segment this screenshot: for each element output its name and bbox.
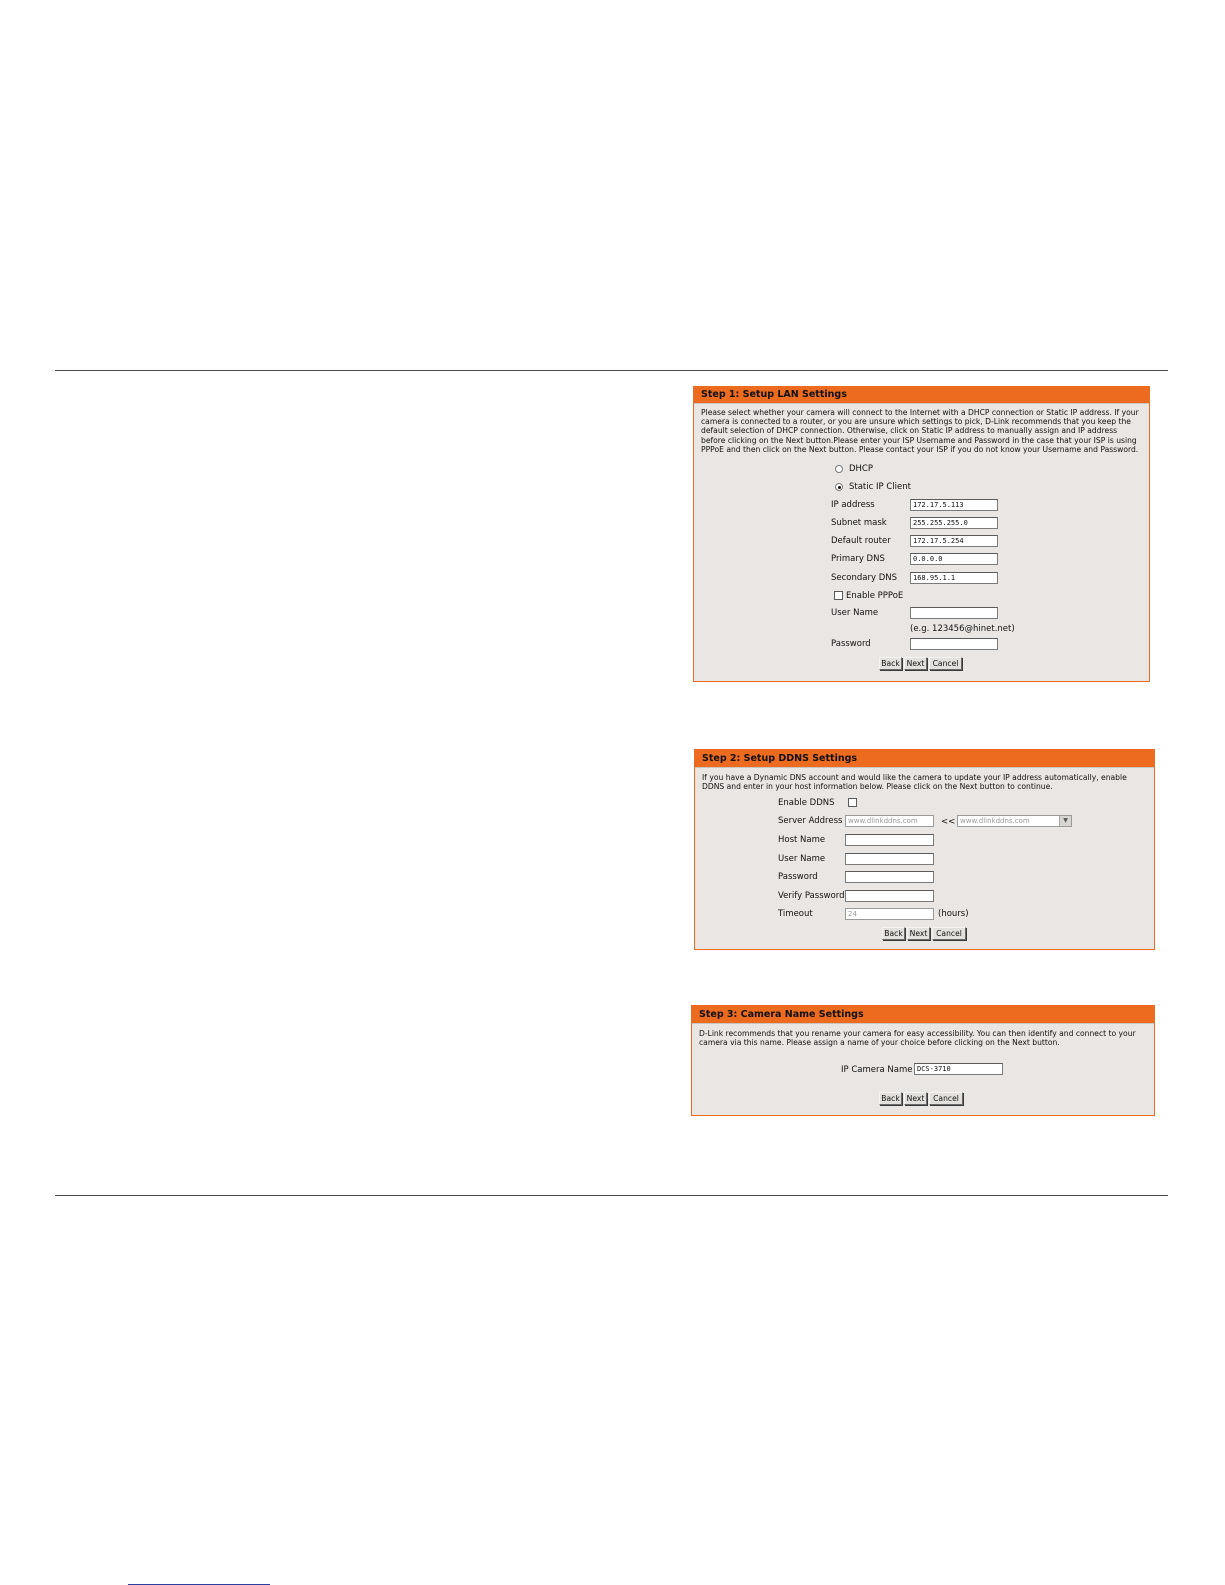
enable-ddns-label: Enable DDNS bbox=[778, 798, 835, 808]
pppoe-username-input[interactable] bbox=[910, 607, 998, 619]
verify-password-input[interactable] bbox=[845, 890, 934, 902]
dhcp-label: DHCP bbox=[849, 464, 873, 474]
ddns-password-label: Password bbox=[778, 872, 818, 882]
step2-back-button[interactable]: Back bbox=[882, 927, 905, 940]
ip-address-label: IP address bbox=[831, 500, 875, 510]
pppoe-username-hint: (e.g. 123456@hinet.net) bbox=[910, 624, 1015, 634]
step3-back-button[interactable]: Back bbox=[879, 1092, 902, 1105]
pppoe-password-input[interactable] bbox=[910, 638, 998, 650]
step2-title: Step 2: Setup DDNS Settings bbox=[695, 750, 1154, 768]
pppoe-password-label: Password bbox=[831, 639, 871, 649]
secondary-dns-label: Secondary DNS bbox=[831, 573, 898, 583]
timeout-input[interactable]: 24 bbox=[845, 908, 934, 920]
step1-back-button[interactable]: Back bbox=[879, 657, 902, 670]
ip-address-input[interactable]: 172.17.5.113 bbox=[910, 499, 998, 511]
pppoe-username-label: User Name bbox=[831, 608, 879, 618]
step1-panel bbox=[693, 386, 1150, 682]
primary-dns-label: Primary DNS bbox=[831, 554, 885, 564]
dropdown-arrow-icon: ▼ bbox=[1059, 816, 1071, 826]
secondary-dns-input[interactable]: 168.95.1.1 bbox=[910, 572, 998, 584]
dhcp-radio[interactable] bbox=[835, 465, 843, 473]
ddns-username-input[interactable] bbox=[845, 853, 934, 865]
static-ip-radio[interactable] bbox=[835, 483, 843, 491]
host-name-input[interactable] bbox=[845, 834, 934, 846]
default-router-label: Default router bbox=[831, 536, 891, 546]
ddns-password-input[interactable] bbox=[845, 871, 934, 883]
step3-cancel-button[interactable]: Cancel bbox=[929, 1092, 963, 1105]
step3-description: D-Link recommends that you rename your camera for easy accessibility. You can then identify and connect to your camera via this name. Please assign a name of your choice before clicking on the Next button. bbox=[699, 1029, 1136, 1048]
step3-next-button[interactable]: Next bbox=[904, 1092, 927, 1105]
step3-panel bbox=[691, 1005, 1155, 1116]
ip-camera-name-label: IP Camera Name bbox=[841, 1065, 913, 1075]
enable-pppoe-checkbox[interactable] bbox=[834, 591, 843, 600]
top-rule bbox=[55, 370, 1168, 371]
default-router-input[interactable]: 172.17.5.254 bbox=[910, 535, 998, 547]
ip-camera-name-input[interactable]: DCS-3710 bbox=[914, 1063, 1003, 1075]
verify-password-label: Verify Password bbox=[778, 891, 845, 901]
step3-title: Step 3: Camera Name Settings bbox=[692, 1006, 1154, 1024]
server-address-input[interactable]: www.dlinkddns.com bbox=[845, 815, 934, 827]
step2-next-button[interactable]: Next bbox=[907, 927, 930, 940]
primary-dns-input[interactable]: 0.0.0.0 bbox=[910, 553, 998, 565]
step1-description: Please select whether your camera will connect to the Internet with a DHCP connection or Static IP address. If your camera is connected to a router, or you are unsure which settings to pick, D-Link recommends that you keep the default selection of DHCP connection. Otherwise, click on Static IP address to manually assign and IP address before clicking on the Next button.Please enter your ISP Username and Password in the case that your ISP is using PPPoE and then click on the Next button. Please contact your ISP if you do not know your Username and Password. bbox=[701, 408, 1139, 454]
step2-panel bbox=[694, 749, 1155, 950]
subnet-mask-input[interactable]: 255.255.255.0 bbox=[910, 517, 998, 529]
step1-next-button[interactable]: Next bbox=[904, 657, 927, 670]
enable-pppoe-label: Enable PPPoE bbox=[846, 591, 904, 601]
server-copy-arrows: << bbox=[941, 817, 956, 827]
server-address-select[interactable] bbox=[957, 815, 1072, 827]
server-address-select-value: www.dlinkddns.com bbox=[960, 817, 1030, 825]
ddns-username-label: User Name bbox=[778, 854, 826, 864]
static-ip-label: Static IP Client bbox=[849, 482, 911, 492]
host-name-label: Host Name bbox=[778, 835, 826, 845]
bottom-rule bbox=[55, 1195, 1168, 1196]
step1-cancel-button[interactable]: Cancel bbox=[929, 657, 962, 670]
step2-cancel-button[interactable]: Cancel bbox=[932, 927, 966, 940]
timeout-unit: (hours) bbox=[938, 909, 969, 919]
subnet-mask-label: Subnet mask bbox=[831, 518, 887, 528]
timeout-label: Timeout bbox=[778, 909, 813, 919]
server-address-label: Server Address bbox=[778, 816, 843, 826]
step1-title: Step 1: Setup LAN Settings bbox=[694, 387, 1149, 404]
step2-description: If you have a Dynamic DNS account and would like the camera to update your IP address automatically, enable DDNS and enter in your host information below. Please click on the Next button to continue. bbox=[702, 773, 1127, 792]
enable-ddns-checkbox[interactable] bbox=[848, 798, 857, 807]
